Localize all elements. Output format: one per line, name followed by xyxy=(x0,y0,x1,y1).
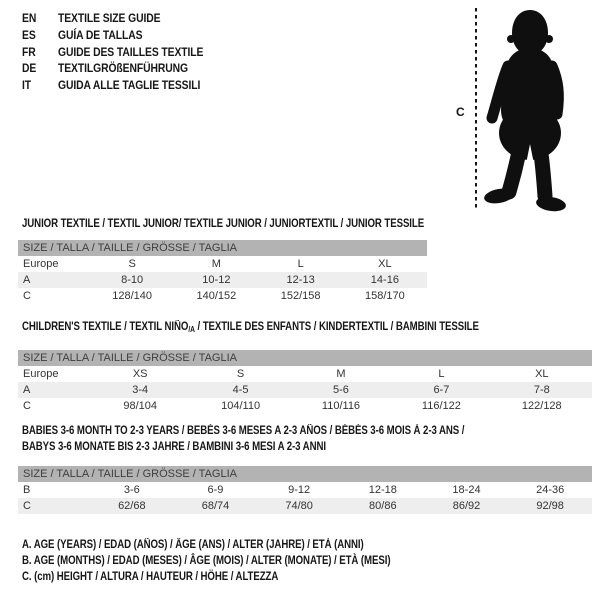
language-title-row xyxy=(22,61,203,78)
table-cell: 4-5 xyxy=(232,384,249,396)
table-row xyxy=(18,398,592,414)
table-row xyxy=(18,256,427,272)
table-cell: XL xyxy=(535,368,549,380)
language-title: GUIDE DES TAILLES TEXTILE xyxy=(58,46,204,59)
table-row xyxy=(18,382,592,398)
junior-section-title xyxy=(22,216,424,232)
table-cell: 8-10 xyxy=(121,274,144,286)
table-cell: 62/68 xyxy=(118,500,146,512)
footnotes xyxy=(22,538,390,585)
table-cell: 3-6 xyxy=(123,484,140,496)
table-cell: S xyxy=(236,368,245,380)
footnote: C. (cm) HEIGHT / ALTURA / HAUTEUR / HÖHE / ALTEZZA xyxy=(22,570,279,583)
language-title-row xyxy=(22,78,203,95)
table-cell: S xyxy=(128,258,136,270)
table-cell: 6-9 xyxy=(207,484,224,496)
children-size-table xyxy=(18,350,592,414)
row-label: C xyxy=(23,290,31,302)
table-cell: 9-12 xyxy=(288,484,311,496)
size-header-bar: SIZE / TALLA / TAILLE / GRÖSSE / TAGLIA xyxy=(18,350,592,366)
row-label: Europe xyxy=(23,368,59,380)
row-label: A xyxy=(23,384,31,396)
table-row xyxy=(18,272,427,288)
section-title-line xyxy=(22,319,479,338)
table-cell: 122/128 xyxy=(521,400,562,412)
table-cell: 10-12 xyxy=(202,274,231,286)
table-cell: 104/110 xyxy=(221,400,261,412)
table-cell: M xyxy=(211,258,221,270)
section-title-line xyxy=(22,439,464,455)
table-cell: 152/158 xyxy=(280,290,321,302)
table-cell: 12-18 xyxy=(368,484,397,496)
section-title-part: BABYS 3-6 MONATE BIS 2-3 JAHRE / BAMBINI 3-6 MESI A 2-3 ANNI xyxy=(22,441,326,453)
size-header-bar: SIZE / TALLA / TAILLE / GRÖSSE / TAGLIA xyxy=(18,466,592,482)
children-section-title xyxy=(22,319,479,338)
table-cell: 128/140 xyxy=(112,290,152,302)
footnote: A. AGE (YEARS) / EDAD (AÑOS) / ÂGE (ANS) / ALTER (JAHRE) / ETÀ (ANNI) xyxy=(22,539,364,551)
table-cell: 14-16 xyxy=(370,274,399,286)
section-title-part: / TEXTILE DES ENFANTS / KINDERTEXTIL / BAMBINI TESSILE xyxy=(194,321,479,333)
table-cell: 158/170 xyxy=(364,290,405,302)
language-title: GUIDA ALLE TAGLIE TESSILI xyxy=(58,80,201,93)
language-title: TEXTILGRÖßENFÜHRUNG xyxy=(58,63,188,76)
language-code: FR xyxy=(22,46,36,59)
table-cell: 68/74 xyxy=(201,500,230,512)
babies-size-table xyxy=(18,466,592,514)
table-cell: L xyxy=(438,368,445,380)
footnote: B. AGE (MONTHS) / EDAD (MESES) / ÂGE (MOIS) / ALTER (MONATE) / ETÀ (MESI) xyxy=(22,554,391,567)
table-cell: 24-36 xyxy=(536,484,565,496)
row-label: Europe xyxy=(23,258,59,270)
row-label: C xyxy=(23,500,31,512)
table-cell: 140/152 xyxy=(196,290,237,302)
table-row xyxy=(18,366,592,382)
table-row xyxy=(18,498,592,514)
table-cell: 110/116 xyxy=(321,400,361,412)
section-title-part: CHILDREN'S TEXTILE / TEXTIL NIÑO xyxy=(22,321,189,333)
babies-section-title xyxy=(22,423,464,455)
section-title-part: /A xyxy=(188,325,195,334)
language-code: DE xyxy=(22,63,37,76)
table-cell: 74/80 xyxy=(285,500,313,512)
table-cell: 3-4 xyxy=(132,384,149,396)
section-title-part: JUNIOR TEXTILE / TEXTIL JUNIOR/ TEXTILE JUNIOR / JUNIORTEXTIL / JUNIOR TESSILE xyxy=(22,218,425,230)
table-cell: L xyxy=(297,258,304,270)
table-cell: 18-24 xyxy=(452,484,481,496)
table-row xyxy=(18,288,427,304)
table-cell: XS xyxy=(132,368,148,380)
table-cell: 116/122 xyxy=(421,400,461,412)
language-code: ES xyxy=(22,29,36,42)
section-title-part: BABIES 3-6 MONTH TO 2-3 YEARS / BEBÉS 3-6 MESES A 2-3 AÑOS / BÉBÉS 3-6 MOIS À 2-3 ANS / xyxy=(22,425,465,437)
table-cell: 92/98 xyxy=(536,500,564,512)
table-row xyxy=(18,482,592,498)
language-title-row xyxy=(22,11,203,28)
section-title-line xyxy=(22,216,424,232)
language-title-list xyxy=(22,11,203,95)
table-cell: 7-8 xyxy=(533,384,550,396)
table-cell: 80/86 xyxy=(369,500,397,512)
language-title: GUÍA DE TALLAS xyxy=(58,29,143,42)
table-cell: 98/104 xyxy=(123,400,158,412)
table-cell: 5-6 xyxy=(333,384,349,396)
table-cell: 86/92 xyxy=(452,500,481,512)
toddler-silhouette-icon xyxy=(482,6,574,212)
language-title-row xyxy=(22,28,203,45)
size-header-bar: SIZE / TALLA / TAILLE / GRÖSSE / TAGLIA xyxy=(18,240,427,256)
row-label: A xyxy=(23,274,31,286)
section-title-line xyxy=(22,423,464,439)
language-title-row xyxy=(22,45,203,62)
row-label: B xyxy=(23,484,31,496)
table-cell: XL xyxy=(378,258,392,270)
junior-size-table xyxy=(18,240,427,304)
table-cell: 12-13 xyxy=(286,274,315,286)
language-code: EN xyxy=(22,13,37,25)
height-measure-dashed-line xyxy=(475,8,477,211)
table-cell: M xyxy=(336,368,346,380)
table-cell: 6-7 xyxy=(433,384,450,396)
language-code: IT xyxy=(22,80,32,93)
height-measure-label: C xyxy=(456,105,465,119)
row-label: C xyxy=(23,400,31,412)
language-title: TEXTILE SIZE GUIDE xyxy=(58,13,161,25)
